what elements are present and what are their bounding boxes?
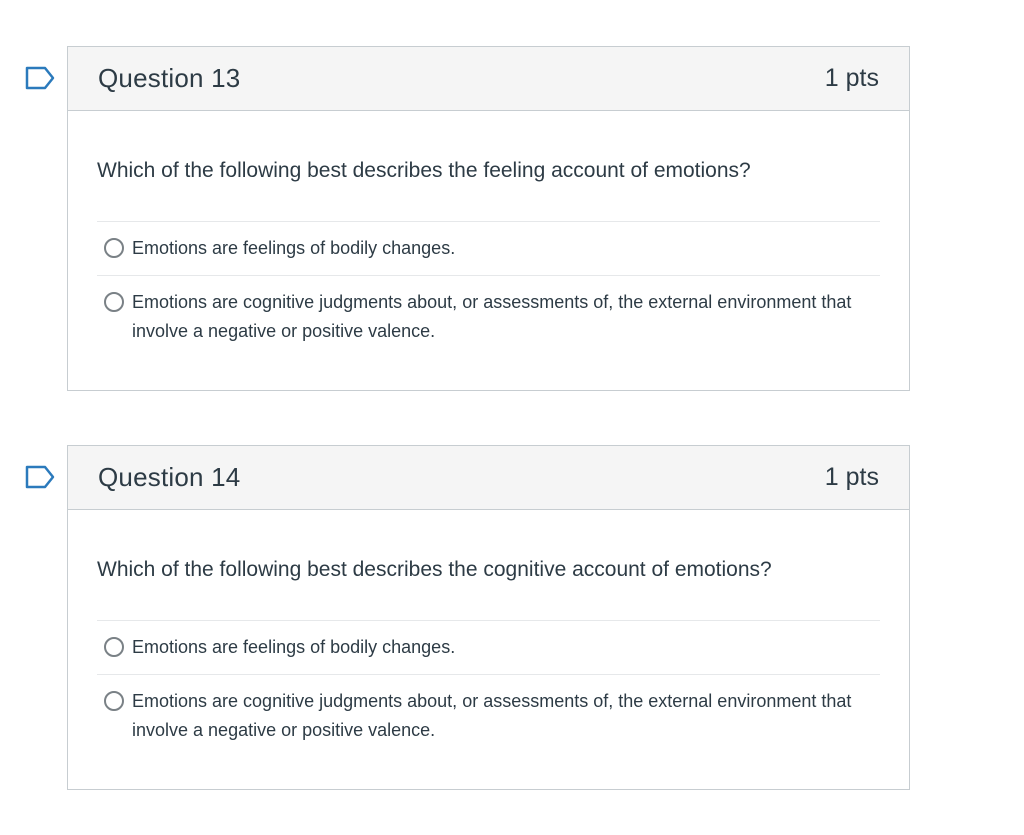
question-header: [68, 446, 909, 510]
question-title: Question 14: [98, 462, 241, 492]
answer-list: [97, 221, 880, 390]
question-body: [68, 510, 909, 789]
flag-question-icon[interactable]: [25, 66, 55, 90]
question-points: 1 pts: [824, 64, 879, 92]
question-card: [67, 46, 910, 391]
radio-button[interactable]: [104, 238, 124, 258]
answer-label: Emotions are feelings of bodily changes.: [132, 637, 456, 657]
question-prompt: Which of the following best describes the feeling account of emotions?: [97, 159, 751, 182]
answer-option[interactable]: [97, 674, 880, 789]
radio-button[interactable]: [104, 691, 124, 711]
answer-label: Emotions are feelings of bodily changes.: [132, 238, 456, 258]
question-body: [68, 111, 909, 390]
answer-label: Emotions are cognitive judgments about, or assessments of, the external environment that involve a negative or positive valence.: [132, 691, 852, 740]
radio-button[interactable]: [104, 637, 124, 657]
answer-label: Emotions are cognitive judgments about, or assessments of, the external environment that involve a negative or positive valence.: [132, 292, 852, 341]
question-card: [67, 445, 910, 790]
answer-option[interactable]: [97, 222, 880, 275]
question-points: 1 pts: [824, 463, 879, 491]
answer-option[interactable]: [97, 275, 880, 390]
radio-button[interactable]: [104, 292, 124, 312]
question-title: Question 13: [98, 63, 241, 93]
question-prompt: Which of the following best describes the cognitive account of emotions?: [97, 558, 772, 581]
answer-option[interactable]: [97, 621, 880, 674]
flag-question-icon[interactable]: [25, 465, 55, 489]
answer-list: [97, 620, 880, 789]
question-header: [68, 47, 909, 111]
